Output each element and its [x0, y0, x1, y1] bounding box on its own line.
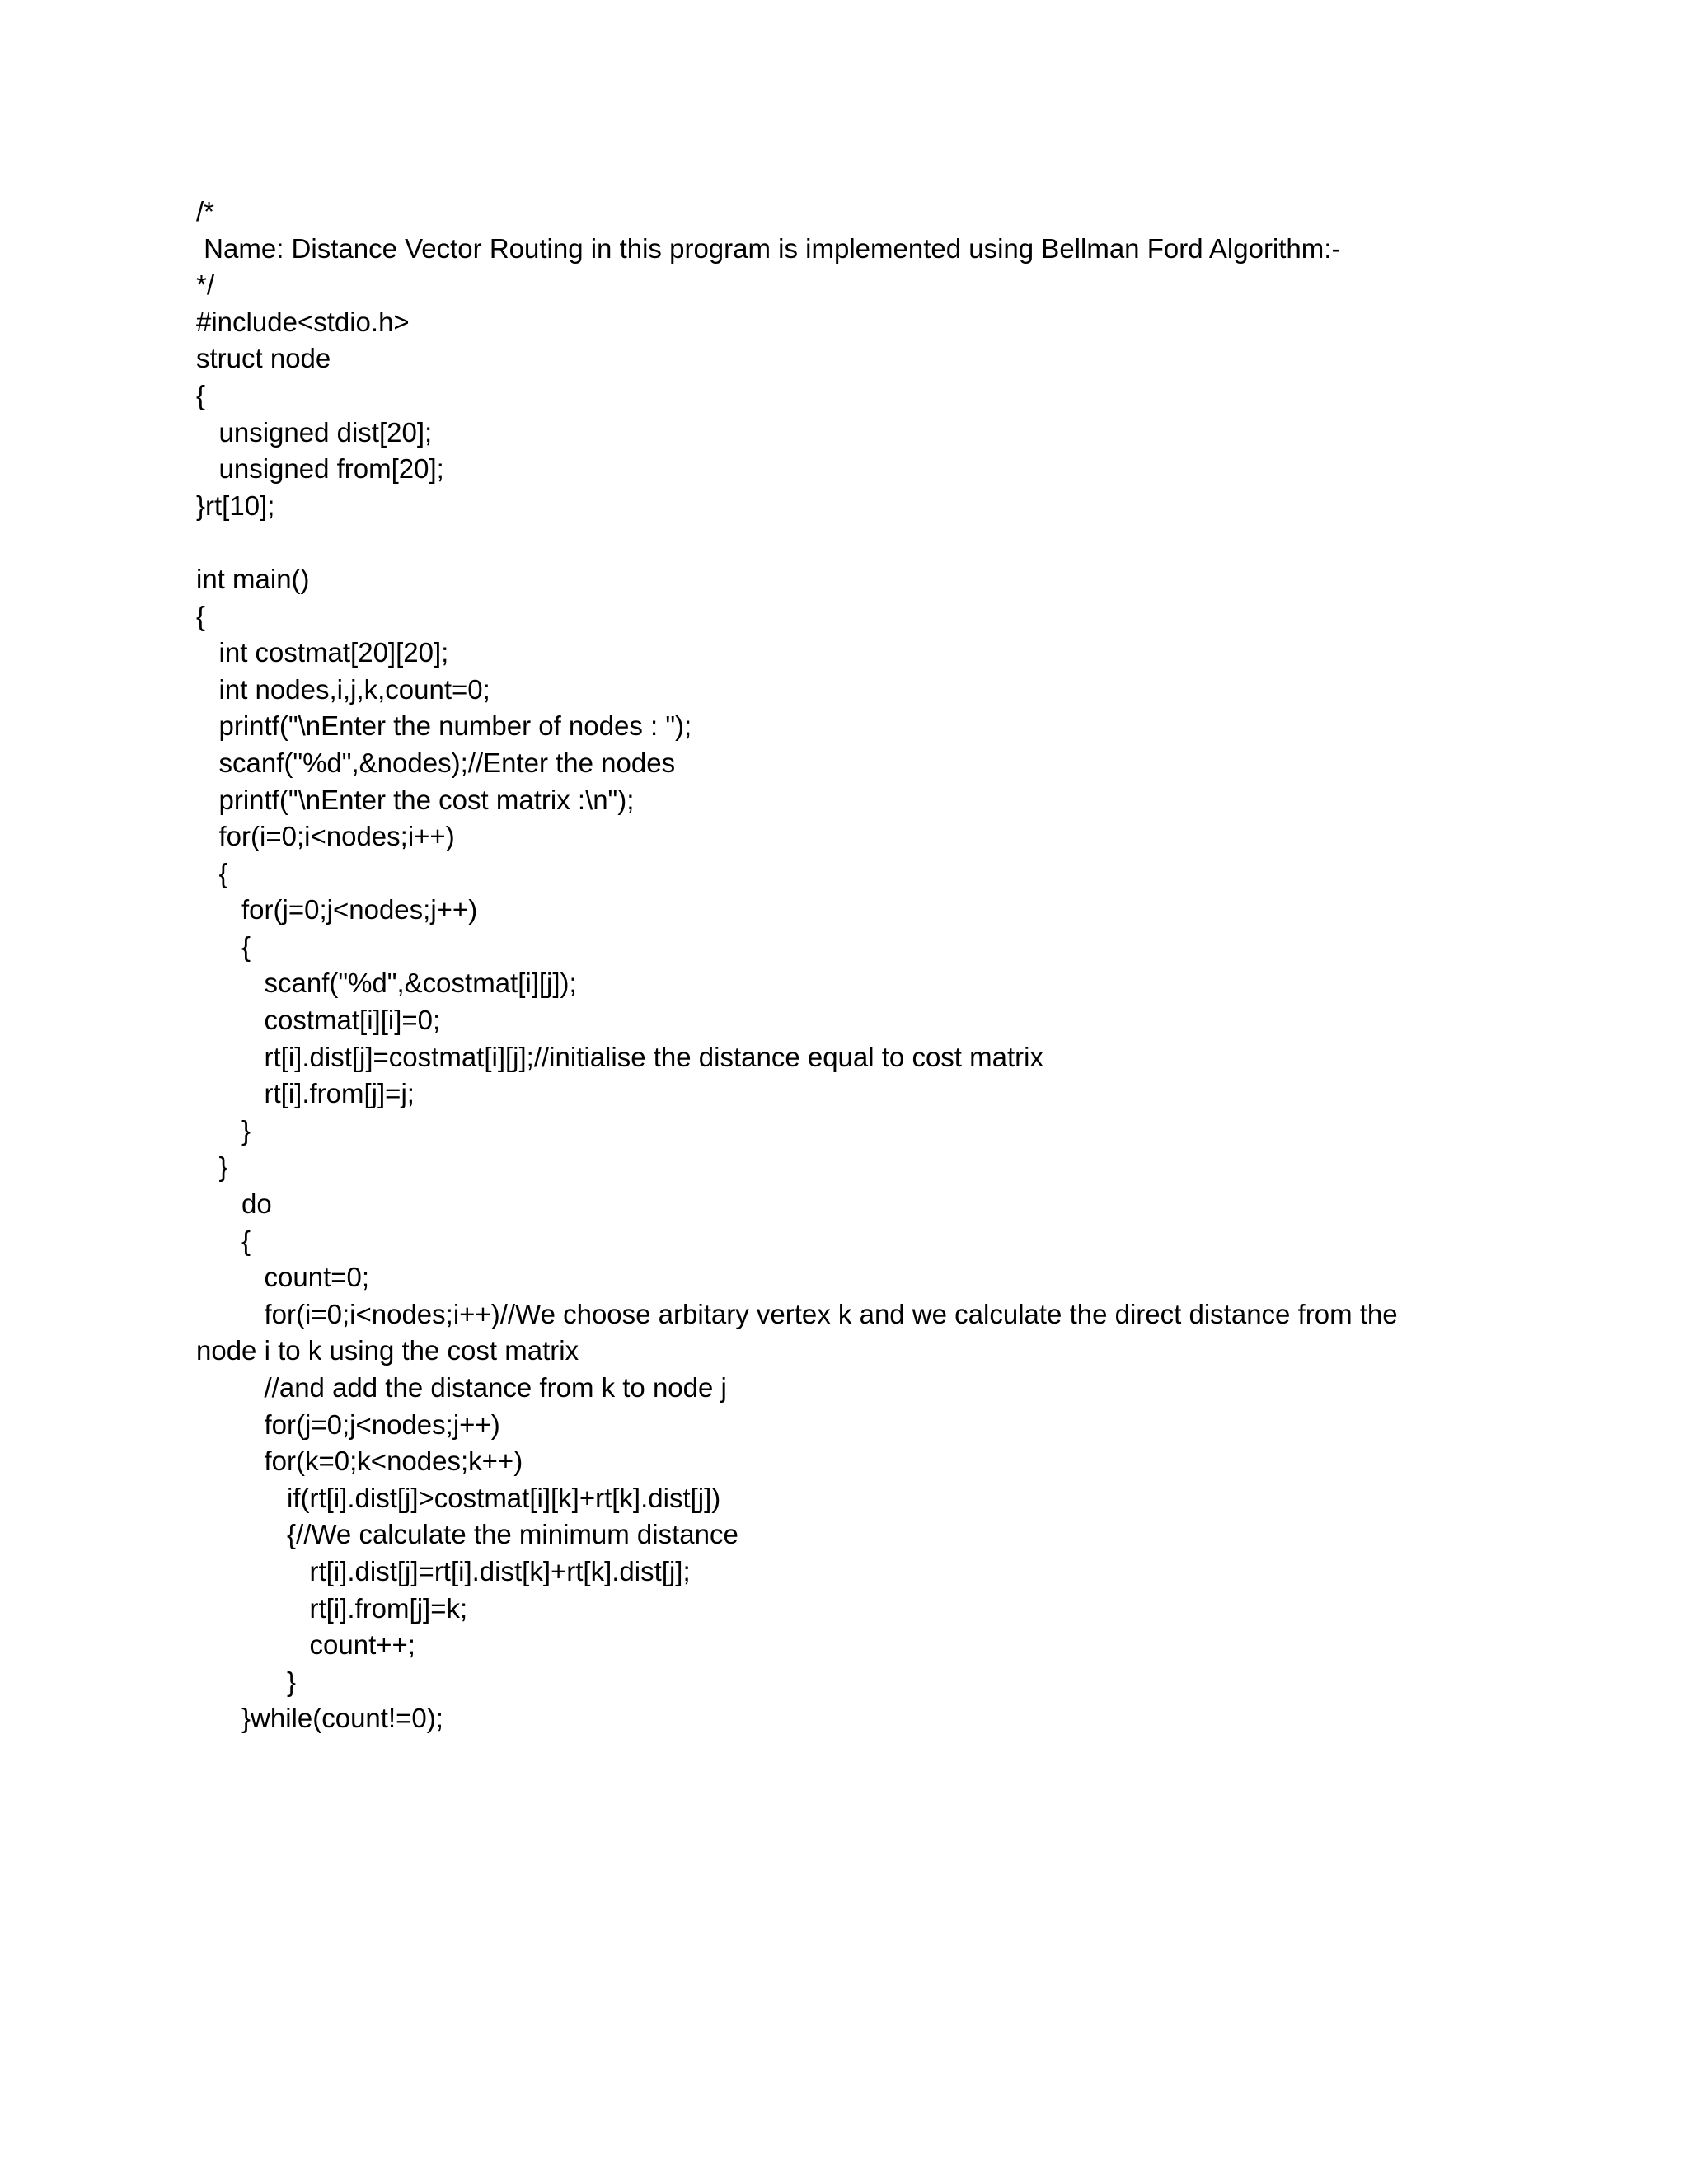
code-line: */	[196, 269, 215, 301]
code-line: {	[196, 600, 206, 631]
code-line: {//We calculate the minimum distance	[196, 1519, 738, 1550]
code-line: scanf("%d",&nodes);//Enter the nodes	[196, 747, 676, 778]
code-line: rt[i].from[j]=j;	[196, 1078, 415, 1109]
code-line: for(j=0;j<nodes;j++)	[196, 1408, 500, 1440]
code-listing	[196, 194, 1482, 1737]
code-line: count++;	[196, 1629, 415, 1661]
code-line: costmat[i][i]=0;	[196, 1005, 441, 1036]
code-line: }	[196, 1666, 297, 1697]
code-line: printf("\nEnter the cost matrix :\n");	[196, 784, 635, 815]
code-line: int nodes,i,j,k,count=0;	[196, 673, 490, 705]
code-line: int main()	[196, 563, 310, 594]
code-line: {	[196, 857, 228, 888]
code-line: Name: Distance Vector Routing in this program is implemented using Bellman Ford Algorithm:-	[196, 232, 1341, 264]
code-line: for(i=0;i<nodes;i++)	[196, 821, 455, 852]
code-line: int costmat[20][20];	[196, 637, 449, 668]
code-line: node i to k using the cost matrix	[196, 1335, 579, 1366]
code-line: #include<stdio.h>	[196, 306, 410, 337]
code-line: for(i=0;i<nodes;i++)//We choose arbitary vertex k and we calculate the direct distance from the	[196, 1298, 1398, 1329]
code-line: scanf("%d",&costmat[i][j]);	[196, 968, 577, 999]
code-line: }rt[10];	[196, 490, 275, 521]
code-line: rt[i].dist[j]=rt[i].dist[k]+rt[k].dist[j];	[196, 1555, 691, 1586]
code-line: unsigned from[20];	[196, 453, 444, 485]
code-line: for(k=0;k<nodes;k++)	[196, 1446, 523, 1477]
code-line	[196, 524, 1482, 561]
code-line: unsigned dist[20];	[196, 416, 433, 448]
code-line: {	[196, 379, 206, 410]
code-line: for(j=0;j<nodes;j++)	[196, 894, 478, 926]
code-line: rt[i].dist[j]=costmat[i][j];//initialise the distance equal to cost matrix	[196, 1041, 1043, 1072]
code-line: //and add the distance from k to node j	[196, 1372, 727, 1403]
code-line: }while(count!=0);	[196, 1703, 443, 1734]
code-line: }	[196, 1151, 228, 1183]
code-line: rt[i].from[j]=k;	[196, 1592, 468, 1624]
code-line: struct node	[196, 343, 331, 374]
code-line: /*	[196, 196, 215, 227]
code-line: do	[196, 1188, 272, 1220]
code-line: count=0;	[196, 1262, 370, 1293]
code-line: printf("\nEnter the number of nodes : ");	[196, 710, 692, 742]
code-line: {	[196, 930, 251, 962]
code-line: {	[196, 1225, 251, 1256]
code-line: if(rt[i].dist[j]>costmat[i][k]+rt[k].dist[j])	[196, 1482, 721, 1513]
code-line: }	[196, 1114, 251, 1146]
